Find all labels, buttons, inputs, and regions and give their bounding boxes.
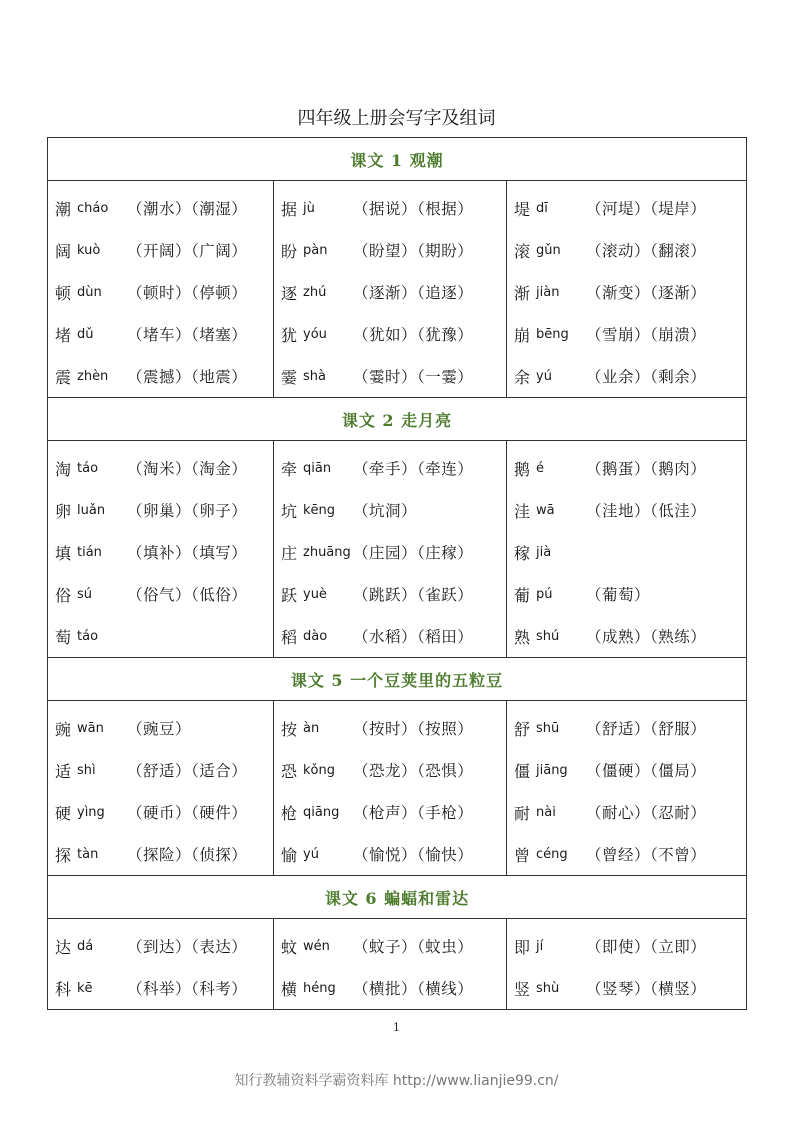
vocab-entry: [55, 229, 273, 271]
footer-watermark: 知行教辅资料学霸资料库 http://www.lianjie99.cn/: [234, 1073, 559, 1089]
entry-character: 阔: [55, 241, 72, 261]
vocab-entry: [281, 229, 506, 271]
entry-character: 枪: [281, 803, 298, 823]
vocab-entry: [514, 791, 746, 833]
vocab-entry: [281, 749, 506, 791]
entry-words: （硬币）（硬件）: [127, 804, 248, 822]
entry-words: （淘米）（淘金）: [127, 460, 248, 478]
entry-words: （舒适）（舒服）: [586, 720, 707, 738]
entry-character: 坑: [281, 501, 298, 521]
entry-pinyin: sú: [77, 586, 93, 602]
section-header-row: [48, 876, 747, 919]
vocab-entry: [514, 271, 746, 313]
entry-pinyin: yìng: [77, 804, 105, 820]
section-column: [507, 919, 747, 1010]
section-body-row: [48, 919, 747, 1010]
entry-pinyin: pú: [536, 586, 553, 602]
entry-character: 葡: [514, 585, 531, 605]
entry-words: （蚊子）（蚊虫）: [353, 938, 474, 956]
entry-words: （跳跃）（雀跃）: [353, 586, 474, 604]
entry-pinyin: kē: [77, 980, 93, 996]
entry-pinyin: kǒng: [303, 762, 335, 778]
section-heading: 课文 6 蝙蝠和雷达: [48, 876, 747, 919]
entry-character: 僵: [514, 761, 531, 781]
entry-character: 探: [55, 845, 72, 865]
section-column: [274, 919, 507, 1010]
vocab-entry: [281, 833, 506, 875]
entry-pinyin: héng: [303, 980, 336, 996]
vocab-entry: [514, 749, 746, 791]
entry-pinyin: dào: [303, 628, 328, 644]
entry-words: （卵巢）（卵子）: [127, 502, 248, 520]
entry-character: 即: [514, 937, 531, 957]
section-column: [48, 919, 274, 1010]
entry-pinyin: pàn: [303, 242, 328, 258]
entry-character: 淘: [55, 459, 72, 479]
vocab-entry: [281, 615, 506, 657]
entry-words: （葡萄）: [586, 586, 651, 604]
entry-words: （渐变）（逐渐）: [586, 284, 707, 302]
section-column: [48, 181, 274, 398]
vocab-entry: [514, 489, 746, 531]
entry-words: （河堤）（堤岸）: [586, 200, 707, 218]
vocab-entry: [281, 489, 506, 531]
entry-pinyin: táo: [77, 628, 99, 644]
vocab-entry: [514, 967, 746, 1009]
vocab-entry: [55, 791, 273, 833]
entry-words: （滚动）（翻滚）: [586, 242, 707, 260]
entry-character: 萄: [55, 627, 72, 647]
entry-words: （犹如）（犹豫）: [353, 326, 474, 344]
vocab-entry: [514, 833, 746, 875]
entry-pinyin: zhèn: [77, 368, 109, 384]
entry-pinyin: é: [536, 460, 544, 476]
entry-character: 霎: [281, 367, 298, 387]
entry-words: （据说）（根据）: [353, 200, 474, 218]
entry-character: 潮: [55, 199, 72, 219]
vocab-entry: [281, 355, 506, 397]
entry-words: （庄园）（庄稼）: [353, 544, 474, 562]
vocab-entry: [281, 791, 506, 833]
entry-character: 堵: [55, 325, 72, 345]
entry-pinyin: qiāng: [303, 804, 340, 820]
entry-pinyin: yuè: [303, 586, 327, 602]
section-header-row: [48, 658, 747, 701]
entry-character: 庄: [281, 543, 298, 563]
entry-character: 稼: [514, 543, 531, 563]
vocab-entry: [55, 749, 273, 791]
entry-pinyin: dǔ: [77, 326, 94, 342]
entry-pinyin: qiān: [303, 460, 332, 476]
entry-words: （愉悦）（愉快）: [353, 846, 474, 864]
entry-pinyin: zhú: [303, 284, 327, 300]
entry-character: 顿: [55, 283, 72, 303]
entry-words: （鹅蛋）（鹅肉）: [586, 460, 707, 478]
entry-character: 余: [514, 367, 531, 387]
entry-words: （震撼）（地震）: [127, 368, 248, 386]
entry-character: 稻: [281, 627, 298, 647]
entry-pinyin: tián: [77, 544, 102, 560]
vocab-entry: [514, 229, 746, 271]
entry-words: （开阔）（广阔）: [127, 242, 248, 260]
section-column: [48, 701, 274, 876]
section-header-row: [48, 138, 747, 181]
entry-character: 卵: [55, 501, 72, 521]
entry-words: （洼地）（低洼）: [586, 502, 707, 520]
entry-words: （曾经）（不曾）: [586, 846, 707, 864]
entry-words: （按时）（按照）: [353, 720, 474, 738]
section-body-row: [48, 441, 747, 658]
vocab-entry: [55, 271, 273, 313]
entry-words: （坑洞）: [353, 502, 418, 520]
entry-pinyin: àn: [303, 720, 320, 736]
section-header-row: [48, 398, 747, 441]
entry-character: 鹅: [514, 459, 531, 479]
entry-words: （逐渐）（追逐）: [353, 284, 474, 302]
entry-pinyin: nài: [536, 804, 556, 820]
entry-character: 牵: [281, 459, 298, 479]
entry-pinyin: dī: [536, 200, 548, 216]
entry-words: （成熟）（熟练）: [586, 628, 707, 646]
entry-character: 犹: [281, 325, 298, 345]
entry-words: （业余）（剩余）: [586, 368, 707, 386]
vocab-entry: [514, 531, 746, 573]
page-title: 四年级上册会写字及组词: [297, 108, 496, 129]
section-heading: 课文 2 走月亮: [48, 398, 747, 441]
entry-words: （牵手）（牵连）: [353, 460, 474, 478]
section-column: [274, 701, 507, 876]
entry-character: 愉: [281, 845, 298, 865]
section-body-row: [48, 181, 747, 398]
entry-character: 填: [55, 543, 72, 563]
vocab-entry: [281, 707, 506, 749]
vocab-entry: [281, 925, 506, 967]
entry-words: （堵车）（堵塞）: [127, 326, 248, 344]
entry-words: （填补）（填写）: [127, 544, 248, 562]
vocab-entry: [514, 187, 746, 229]
entry-words: （霎时）（一霎）: [353, 368, 474, 386]
entry-pinyin: jiāng: [536, 762, 568, 778]
entry-pinyin: yú: [303, 846, 319, 862]
section-column: [507, 181, 747, 398]
entry-pinyin: jù: [303, 200, 315, 216]
entry-character: 恐: [281, 761, 298, 781]
entry-pinyin: jià: [536, 544, 552, 560]
entry-character: 跃: [281, 585, 298, 605]
section-column: [507, 441, 747, 658]
entry-words: （舒适）（适合）: [127, 762, 248, 780]
entry-words: （雪崩）（崩溃）: [586, 326, 707, 344]
vocab-entry: [281, 271, 506, 313]
section-column: [274, 181, 507, 398]
vocab-entry: [514, 447, 746, 489]
section-column: [274, 441, 507, 658]
entry-character: 科: [55, 979, 72, 999]
vocab-entry: [55, 967, 273, 1009]
entry-character: 据: [281, 199, 298, 219]
entry-pinyin: jiàn: [536, 284, 560, 300]
vocab-entry: [514, 573, 746, 615]
vocab-entry: [55, 531, 273, 573]
vocab-entry: [514, 313, 746, 355]
entry-pinyin: wān: [77, 720, 104, 736]
vocab-entry: [55, 833, 273, 875]
entry-pinyin: jí: [536, 938, 544, 954]
entry-pinyin: shū: [536, 720, 560, 736]
vocabulary-table: [47, 137, 747, 1010]
entry-words: （潮水）（潮湿）: [127, 200, 248, 218]
entry-words: （俗气）（低俗）: [127, 586, 248, 604]
entry-words: （豌豆）: [127, 720, 192, 738]
entry-character: 蚊: [281, 937, 298, 957]
vocab-entry: [55, 489, 273, 531]
entry-character: 达: [55, 937, 72, 957]
section-heading: 课文 1 观潮: [48, 138, 747, 181]
entry-words: （枪声）（手枪）: [353, 804, 474, 822]
vocab-entry: [514, 707, 746, 749]
entry-pinyin: yú: [536, 368, 552, 384]
entry-pinyin: shù: [536, 980, 560, 996]
page-number: 1: [393, 1021, 400, 1034]
vocab-entry: [55, 707, 273, 749]
entry-words: （竖琴）（横竖）: [586, 980, 707, 998]
entry-character: 竖: [514, 979, 531, 999]
entry-pinyin: wā: [536, 502, 555, 518]
entry-words: （水稻）（稻田）: [353, 628, 474, 646]
entry-words: （恐龙）（恐惧）: [353, 762, 474, 780]
entry-pinyin: shà: [303, 368, 326, 384]
entry-pinyin: luǎn: [77, 502, 106, 518]
vocab-entry: [55, 355, 273, 397]
entry-pinyin: shú: [536, 628, 560, 644]
entry-character: 逐: [281, 283, 298, 303]
entry-character: 俗: [55, 585, 72, 605]
entry-character: 崩: [514, 325, 531, 345]
vocab-entry: [514, 355, 746, 397]
entry-words: （盼望）（期盼）: [353, 242, 474, 260]
vocab-entry: [281, 967, 506, 1009]
entry-words: （即使）（立即）: [586, 938, 707, 956]
entry-words: （耐心）（忍耐）: [586, 804, 707, 822]
entry-character: 横: [281, 979, 298, 999]
entry-pinyin: shì: [77, 762, 96, 778]
section-column: [48, 441, 274, 658]
entry-character: 硬: [55, 803, 72, 823]
entry-pinyin: céng: [536, 846, 568, 862]
entry-words: （探险）（侦探）: [127, 846, 248, 864]
entry-pinyin: táo: [77, 460, 99, 476]
section-heading: 课文 5 一个豆荚里的五粒豆: [48, 658, 747, 701]
entry-pinyin: zhuāng: [303, 544, 351, 560]
entry-character: 适: [55, 761, 72, 781]
entry-words: （到达）（表达）: [127, 938, 248, 956]
entry-pinyin: dá: [77, 938, 94, 954]
entry-character: 豌: [55, 719, 72, 739]
entry-character: 滚: [514, 241, 531, 261]
entry-character: 耐: [514, 803, 531, 823]
entry-character: 洼: [514, 501, 531, 521]
vocab-entry: [281, 447, 506, 489]
vocab-entry: [55, 447, 273, 489]
vocab-entry: [281, 187, 506, 229]
entry-pinyin: cháo: [77, 200, 109, 216]
entry-pinyin: yóu: [303, 326, 327, 342]
vocab-entry: [514, 925, 746, 967]
vocab-entry: [281, 313, 506, 355]
entry-pinyin: kēng: [303, 502, 336, 518]
entry-pinyin: dùn: [77, 284, 102, 300]
entry-pinyin: wén: [303, 938, 330, 954]
vocab-entry: [281, 573, 506, 615]
vocab-entry: [55, 573, 273, 615]
vocab-entry: [55, 187, 273, 229]
entry-pinyin: kuò: [77, 242, 101, 258]
entry-character: 堤: [514, 199, 531, 219]
entry-words: （科举）（科考）: [127, 980, 248, 998]
entry-character: 熟: [514, 627, 531, 647]
entry-words: （横批）（横线）: [353, 980, 474, 998]
entry-pinyin: bēng: [536, 326, 569, 342]
entry-character: 渐: [514, 283, 531, 303]
vocab-entry: [55, 925, 273, 967]
section-column: [507, 701, 747, 876]
entry-character: 舒: [514, 719, 531, 739]
entry-words: （僵硬）（僵局）: [586, 762, 707, 780]
entry-character: 曾: [514, 845, 531, 865]
entry-character: 震: [55, 367, 72, 387]
section-body-row: [48, 701, 747, 876]
vocab-entry: [55, 313, 273, 355]
entry-words: （顿时）（停顿）: [127, 284, 248, 302]
vocab-entry: [281, 531, 506, 573]
entry-pinyin: tàn: [77, 846, 99, 862]
entry-character: 盼: [281, 241, 298, 261]
entry-pinyin: gǔn: [536, 242, 561, 258]
vocab-entry: [55, 615, 273, 657]
vocab-entry: [514, 615, 746, 657]
entry-character: 按: [281, 719, 298, 739]
